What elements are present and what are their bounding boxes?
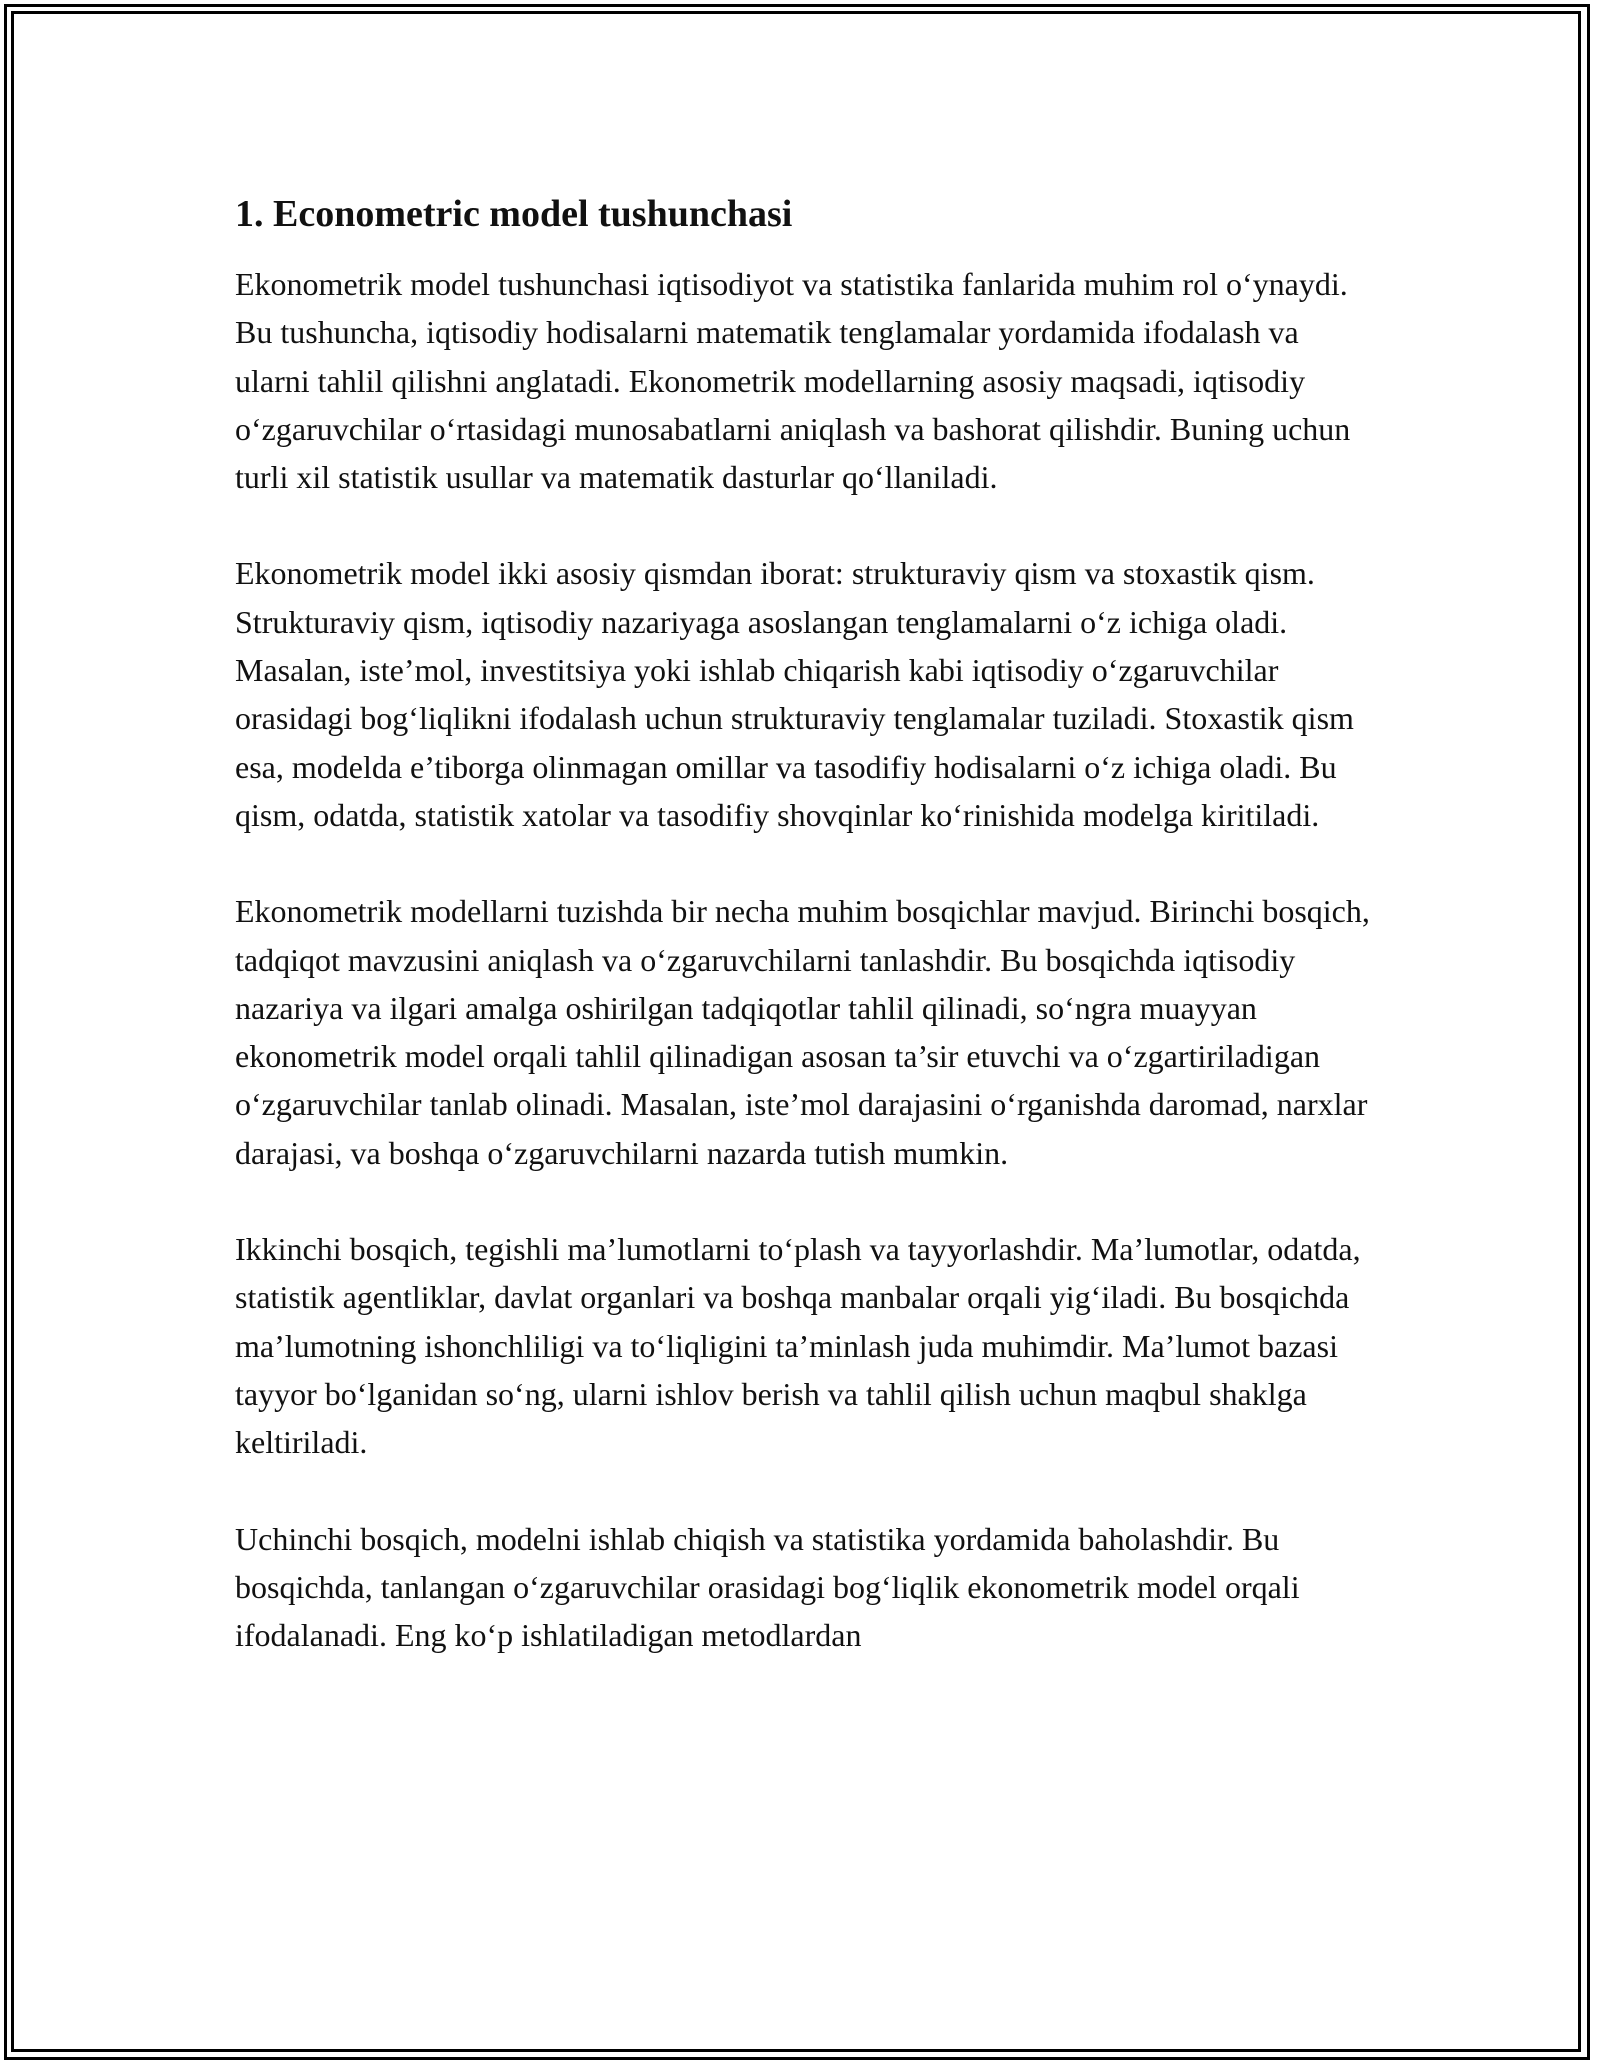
paragraph-3: Ekonometrik modellarni tuzishda bir necha muhim bosqichlar mavjud. Birinchi bosqich, tadqiqot mavzusini aniqlash va o‘zgaruvchilarni tanlashdir. Bu bosqichda iqtisodiy nazariya va ilgari amalga oshirilgan tadqiqotlar tahlil qilinadi, so‘ngra muayyan ekonometrik model orqali tahlil qilinadigan asosan ta’sir etuvchi va o‘zgartiriladigan o‘zgaruvchilar tanlab olinadi. Masalan, iste’mol darajasini o‘rganishda daromad, narxlar darajasi, va boshqa o‘zgaruvchilarni nazarda tutish mumkin. <box>235 893 1370 1171</box>
document-body <box>235 186 1375 1707</box>
paragraph-2: Ekonometrik model ikki asosiy qismdan iborat: strukturaviy qism va stoxastik qism. Strukturaviy qism, iqtisodiy nazariyaga asoslangan tenglamalarni o‘z ichiga oladi. Masalan, iste’mol, investitsiya yoki ishlab chiqarish kabi iqtisodiy o‘zgaruvchilar orasidagi bog‘liqlikni ifodalash uchun strukturaviy tenglamalar tuziladi. Stoxastik qism esa, modelda e’tiborga olinmagan omillar va tasodifiy hodisalarni o‘z ichiga oladi. Bu qism, odatda, statistik xatolar va tasodifiy shovqinlar ko‘rinishida modelga kiritiladi. <box>235 555 1354 833</box>
paragraph-4: Ikkinchi bosqich, tegishli ma’lumotlarni to‘plash va tayyorlashdir. Ma’lumotlar, odatda, statistik agentliklar, davlat organlari va boshqa manbalar orqali yig‘iladi. Bu bosqichda ma’lumotning ishonchliligi va to‘liqligini ta’minlash juda muhimdir. Ma’lumot bazasi tayyor bo‘lganidan so‘ng, ularni ishlov berish va tahlil qilish uchun maqbul shaklga keltiriladi. <box>235 1231 1361 1461</box>
section-heading: 1. Econometric model tushunchasi <box>235 193 793 235</box>
paragraph-5: Uchinchi bosqich, modelni ishlab chiqish va statistika yordamida baholashdir. Bu bosqichda, tanlangan o‘zgaruvchilar orasidagi bog‘liqlik ekonometrik model orqali ifodalanadi. Eng ko‘p ishlatiladigan metodlardan <box>235 1520 1300 1654</box>
paragraph-1: Ekonometrik model tushunchasi iqtisodiyot va statistika fanlarida muhim rol o‘ynaydi. Bu tushuncha, iqtisodiy hodisalarni matematik tenglamalar yordamida ifodalash va ularni tahlil qilishni anglatadi. Ekonometrik modellarning asosiy maqsadi, iqtisodiy o‘zgaruvchilar o‘rtasidagi munosabatlarni aniqlash va bashorat qilishdir. Buning uchun turli xil statistik usullar va matematik dasturlar qo‘llaniladi. <box>235 266 1351 496</box>
